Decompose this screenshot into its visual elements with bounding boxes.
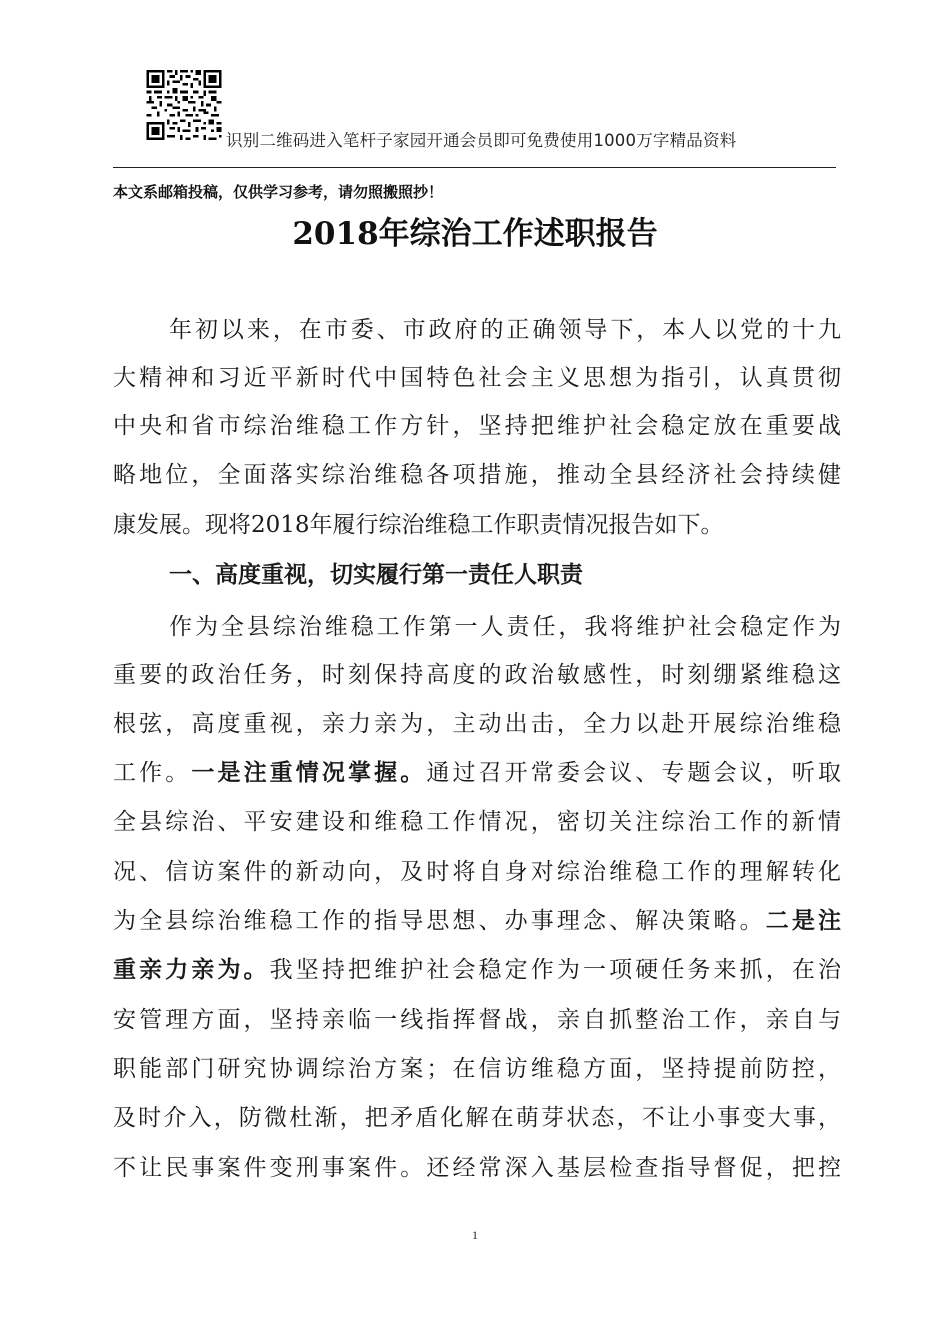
text-run: 为全县综治维稳工作的指导思想、办事理念、解决策略。: [113, 908, 766, 934]
text-line: 作为全县综治维稳工作第一人责任，我将维护社会稳定作为: [169, 614, 841, 640]
text-line: 大精神和习近平新时代中国特色社会主义思想为指引，认真贯彻: [113, 365, 841, 391]
text-line: 全县综治、平安建设和维稳工作情况，密切关注综治工作的新情: [113, 809, 841, 835]
text-line: 根弦，高度重视，亲力亲为，主动出击，全力以赴开展综治维稳: [113, 711, 841, 737]
text-line: 安管理方面，坚持亲临一线指挥督战，亲自抓整治工作，亲自与: [113, 1007, 841, 1033]
text-line: [113, 758, 841, 788]
header-promo-note: 识别二维码进入笔杆子家园开通会员即可免费使用1000万字精品资料: [226, 131, 737, 150]
text-line: 年初以来，在市委、市政府的正确领导下，本人以党的十九: [169, 317, 841, 343]
text-line: 略地位，全面落实综治维稳各项措施，推动全县经济社会持续健: [113, 462, 841, 488]
section-heading: 一、高度重视，切实履行第一责任人职责: [169, 562, 583, 588]
text-line: 职能部门研究协调综治方案；在信访维稳方面，坚持提前防控，: [113, 1056, 841, 1082]
text-line: 康发展。现将2018年履行综治维稳工作职责情况报告如下。: [113, 512, 724, 538]
disclaimer-note: 本文系邮箱投稿，仅供学习参考，请勿照搬照抄！: [113, 183, 444, 201]
emphasis-point-one: 一是注重情况掌握。: [191, 759, 427, 786]
text-line: 况、信访案件的新动向，及时将自身对综治维稳工作的理解转化: [113, 859, 841, 885]
qr-code: [146, 70, 222, 140]
text-line: 重要的政治任务，时刻保持高度的政治敏感性，时刻绷紧维稳这: [113, 662, 841, 688]
text-line: 中央和省市综治维稳工作方针，坚持把维护社会稳定放在重要战: [113, 413, 841, 439]
emphasis-point-two: 二是注: [765, 907, 842, 934]
text-line: [113, 906, 841, 936]
qr-code-icon: [146, 70, 222, 140]
document-title: 2018年综治工作述职报告: [292, 216, 658, 252]
text-run: 我坚持把维护社会稳定作为一项硬任务来抓，在治: [269, 957, 842, 983]
text-line: 不让民事案件变刑事案件。还经常深入基层检查指导督促，把控: [113, 1155, 841, 1181]
text-run: 通过召开常委会议、专题会议，听取: [426, 760, 842, 786]
header-divider: [113, 167, 836, 168]
text-line: [113, 955, 841, 985]
text-run: 工作。: [113, 760, 192, 786]
text-line: 及时介入，防微杜渐，把矛盾化解在萌芽状态，不让小事变大事，: [113, 1105, 841, 1131]
emphasis-point-two-cont: 重亲力亲为。: [113, 956, 270, 983]
page-number: 1: [472, 1228, 478, 1242]
